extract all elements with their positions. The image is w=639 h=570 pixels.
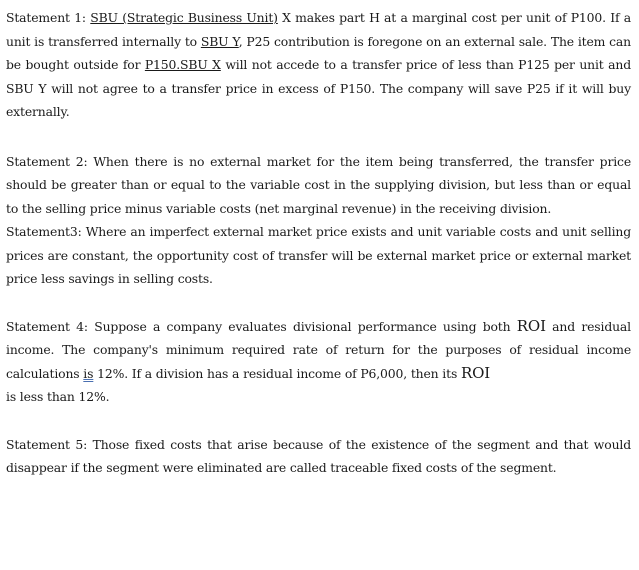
statement-4-text-b: and residual income. The company's minimum required rate of return for the purposes of residual income calculations (6, 318, 631, 381)
is-word: is (83, 365, 94, 381)
price-sbu-x: P150.SBU X (144, 57, 221, 72)
sbu-y: SBU Y (200, 33, 239, 49)
statement-2: Statement 2: When there is no external market for the item being transferred, the transfer price should be greater than or equal to the variable cost in the supplying division, but less than or equal to the selling price minus variable costs (net marginal revenue) in the receiving division. (6, 153, 631, 216)
statement-3: Statement3: Where an imperfect external market price exists and unit variable costs and unit selling prices are constant, the opportunity cost of transfer will be external market price or external market price less savings in selling costs. (6, 224, 631, 286)
statement-1-text-a: X makes part H at a marginal cost per unit of P100. If a unit is transferred internally to (6, 10, 631, 49)
roi-term-a: ROI (516, 316, 546, 335)
statement-4-text-d: is less than 12%. (6, 389, 110, 404)
statement-4-text-c: 12%. If a division has a residual income of P6,000, then its (93, 365, 461, 381)
statement-1 (6, 6, 631, 124)
sbu-strategic-business-unit: SBU (Strategic Business Unit) (90, 10, 278, 25)
statement-1-text-b: , P25 contribution is foregone on an external sale. The item can be bought outside for (6, 33, 632, 72)
statement-4-text-a: Statement 4: Suppose a company evaluates divisional performance using both (6, 318, 517, 334)
statement-1-text-c: will not accede to a transfer price of less than P125 per unit and SBU Y will not agree to a transfer price in excess of P150. The company will save P25 if it will buy externally. (6, 57, 631, 119)
statement-4 (6, 315, 631, 409)
statement-5: Statement 5: Those fixed costs that arise because of the existence of the segment and that would disappear if the segment were eliminated are called traceable fixed costs of the segment. (6, 436, 631, 475)
statement-1-lead: Statement 1: (6, 10, 91, 25)
roi-term-b: ROI (460, 363, 491, 382)
